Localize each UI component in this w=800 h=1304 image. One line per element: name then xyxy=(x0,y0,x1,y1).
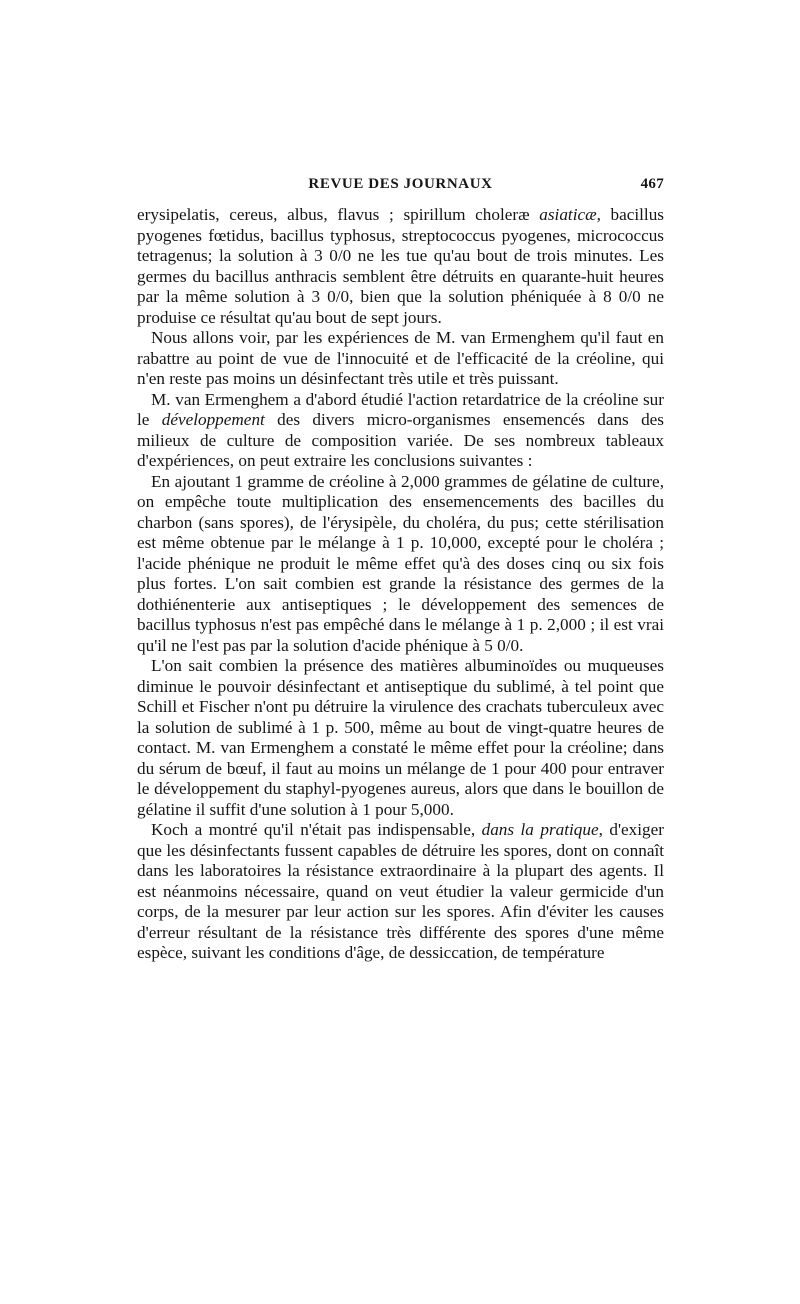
paragraph xyxy=(137,472,664,657)
text-run: erysipelatis, cereus, albus, flavus ; spirillum choleræ xyxy=(137,205,540,224)
italic-text: dans la pratique xyxy=(481,820,599,839)
body-text xyxy=(137,205,664,964)
text-run: , bacillus pyogenes fœtidus, bacillus typhosus, streptococcus pyogenes, micrococcus tetragenus; la solution à 3 0/0 ne les tue qu'au bout de trois minutes. Les germes du bacillus anthracis semblent être détruits en quarante-huit heures par la même solution à 3 0/0, bien que la solution phéniquée à 8 0/0 ne produise ce résultat qu'au bout de sept jours. xyxy=(137,205,664,327)
text-run: En ajoutant 1 gramme de créoline à 2,000 grammes de gélatine de culture, on empêche toute multiplication des ensemencements des bacilles du charbon (sans spores), de l'érysipèle, du choléra, du pus; cette stérilisation est même obtenue par le mélange à 1 p. 10,000, excepté pour le choléra ; l'acide phénique ne produit le même effet qu'à des doses cinq ou six fois plus fortes. L'on sait combien est grande la résistance des germes de la dothiénenterie aux antiseptiques ; le développement des semences de bacillus typhosus n'est pas empêché dans le mélange à 1 p. 2,000 ; il est vrai qu'il ne l'est pas par la solution d'acide phénique à 5 0/0. xyxy=(137,471,664,655)
running-head xyxy=(137,172,664,200)
paragraph xyxy=(137,390,664,472)
paragraph xyxy=(137,820,664,964)
running-title: REVUE DES JOURNAUX xyxy=(308,176,493,192)
italic-text: développement xyxy=(161,410,265,429)
text-run: Koch a montré qu'il n'était pas indispensable, xyxy=(151,820,482,839)
italic-text: asiaticæ xyxy=(539,205,597,224)
text-run: , d'exiger que les désinfectants fussent capables de détruire les spores, dont on connaît dans les laboratoires la résistance extraordinaire à la plupart des agents. Il est néanmoins nécessaire, quand on veut étudier la valeur germicide d'un corps, de la mesurer par leur action sur les spores. Afin d'éviter les causes d'erreur résultant de la résistance très différente des spores d'une même espèce, suivant les conditions d'âge, de dessiccation, de température xyxy=(137,820,664,962)
text-run: des divers micro-organismes ensemencés dans des milieux de culture de composition variée. De ses nombreux tableaux d'expériences, on peut extraire les conclusions suivantes : xyxy=(137,410,664,470)
text-run: L'on sait combien la présence des matières albuminoïdes ou muqueuses diminue le pouvoir désinfectant et antiseptique du sublimé, à tel point que Schill et Fischer n'ont pu détruire la virulence des crachats tuberculeux avec la solution de sublimé à 1 p. 500, même au bout de vingt-quatre heures de contact. M. van Ermenghem a constaté le même effet pour la créoline; dans du sérum de bœuf, il faut au moins un mélange de 1 pour 400 pour entraver le développement du staphyl-pyogenes aureus, alors que dans le bouillon de gélatine il suffit d'une solution à 1 pour 5,000. xyxy=(137,656,664,819)
text-run: Nous allons voir, par les expériences de M. van Ermenghem qu'il faut en rabattre au point de vue de l'innocuité et de l'efficacité de la créoline, qui n'en reste pas moins un désinfectant très utile et très puissant. xyxy=(137,328,664,388)
page-number: 467 xyxy=(640,176,664,192)
text-run: M. van Ermenghem a d'abord étudié l'action retardatrice de la créoline sur le xyxy=(137,389,664,429)
paragraph xyxy=(137,656,664,820)
paragraph xyxy=(137,205,664,328)
paragraph xyxy=(137,328,664,390)
book-page xyxy=(137,172,664,964)
